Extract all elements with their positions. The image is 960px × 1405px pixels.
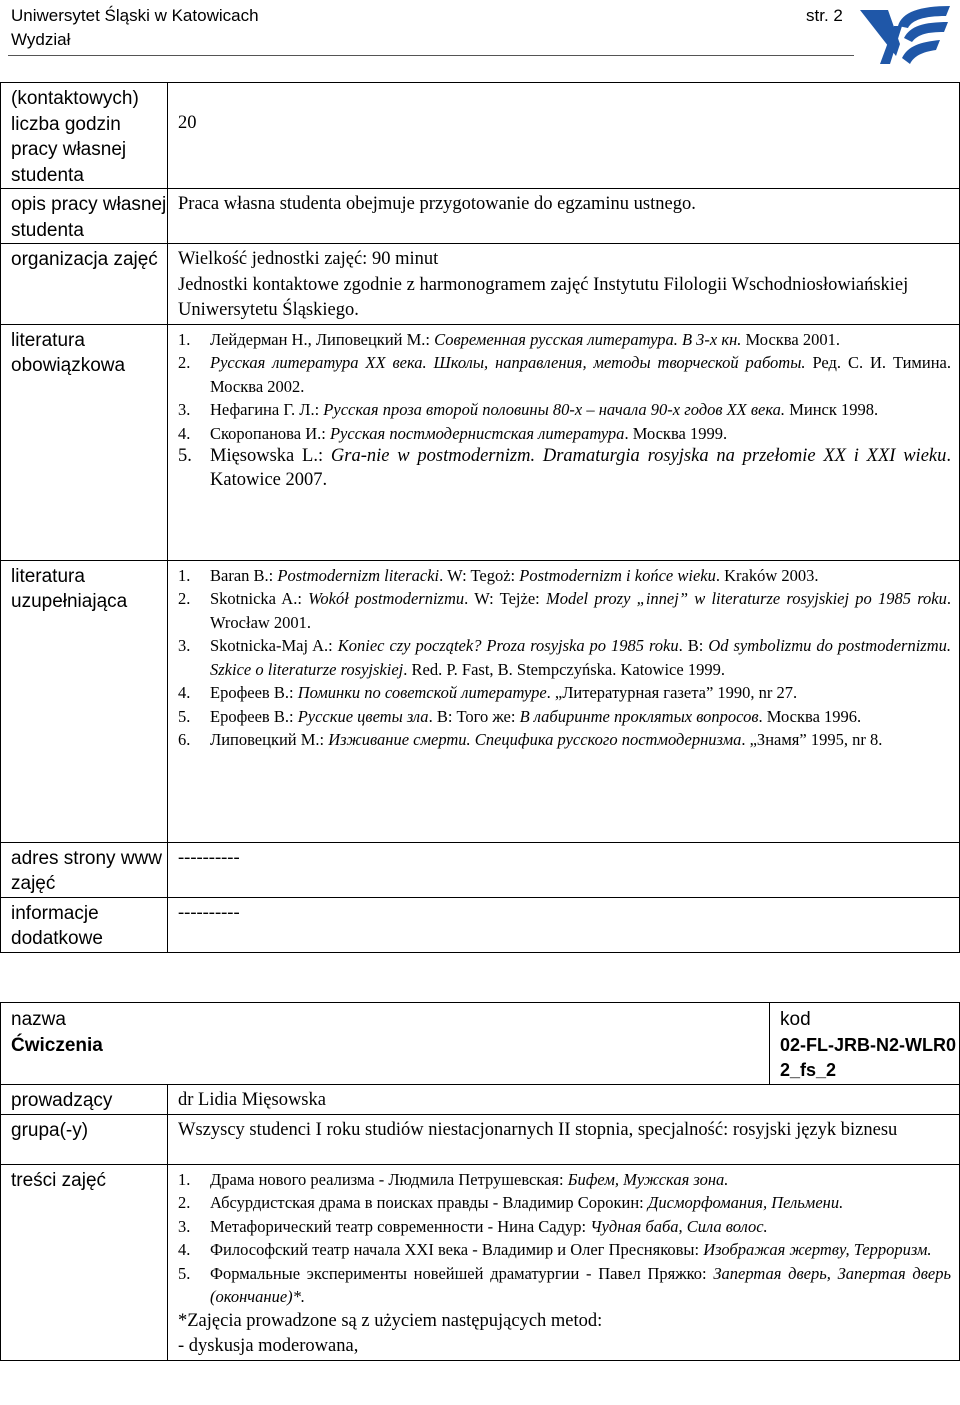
header-rule xyxy=(8,55,854,56)
group-row xyxy=(1,1114,960,1164)
name-label: nazwa xyxy=(11,1009,66,1030)
supplementary-lit-list xyxy=(178,564,951,752)
www-label: adres strony www zajęć xyxy=(1,842,168,897)
extra-info-row xyxy=(1,897,960,952)
list-item: 2. Skotnicka A.: Wokół postmodernizmu. W: Tejże: Model prozy „innej” w literaturze rosyjskiej po 1985 roku. Wrocław 2001. xyxy=(178,589,952,632)
list-item: 4. Скоропанова И.: Русская постмодернистская литература. Москва 1999. xyxy=(178,423,728,443)
class-details-table xyxy=(0,1002,960,1361)
list-item: 1. Лейдерман Н., Липовецкий М.: Современная русская литература. В 3-х кн. Москва 2001. xyxy=(178,329,840,349)
hours-value: 20 xyxy=(168,83,960,189)
name-code-row xyxy=(1,1003,960,1085)
supplementary-lit-label: literatura uzupełniająca xyxy=(1,560,168,842)
teacher-row xyxy=(1,1085,960,1115)
supplementary-lit-row xyxy=(1,560,960,842)
teacher-value: dr Lidia Mięsowska xyxy=(168,1085,960,1115)
method-item: - dyskusja moderowana, xyxy=(178,1336,359,1356)
list-item: 4. Ерофеев В.: Поминки по советской литературе. „Литературная газета” 1990, nr 27. xyxy=(178,683,798,702)
hours-label: (kontaktowych) liczba godzin pracy własnej studenta xyxy=(1,83,168,189)
page-number: str. 2 xyxy=(806,6,843,25)
work-desc-row xyxy=(1,189,960,244)
teacher-label: prowadzący xyxy=(1,1085,168,1115)
list-item: 1. Драма нового реализма - Людмила Петрушевская: Бифем, Мужская зона. xyxy=(178,1169,729,1189)
methods-note: *Zajęcia prowadzone są z użyciem następujących metod: xyxy=(178,1310,603,1331)
content-label: treści zajęć xyxy=(1,1164,168,1360)
org-line-2: Jednostki kontaktowe zgodnie z harmonogramem zajęć Instytutu Filologii Wschodniosłowiańskiej Uniwersytetu Śląskiego. xyxy=(178,274,909,320)
list-item: 4. Философский театр начала XXI века - Владимир и Олег Пресняковы: Изображая жертву, Терроризм. xyxy=(178,1240,932,1259)
group-label: grupa(-y) xyxy=(1,1114,168,1164)
mandatory-lit-label: literatura obowiązkowa xyxy=(1,324,168,560)
work-desc-value: Praca własna studenta obejmuje przygotowanie do egzaminu ustnego. xyxy=(168,189,960,244)
mandatory-lit-list xyxy=(178,328,951,493)
extra-info-label: informacje dodatkowe xyxy=(1,897,168,952)
list-item: 6. Липовецкий М.: Изживание смерти. Специфика русского постмодернизма. „Знамя” 1995, nr 8. xyxy=(178,730,883,749)
mandatory-lit-value xyxy=(168,324,960,560)
university-name: Uniwersytet Śląski w Katowicach xyxy=(11,6,259,25)
course-details-table xyxy=(0,82,960,953)
list-item: 3. Skotnicka-Maj A.: Koniec czy początek? Proza rosyjska po 1985 roku. B: Od symbolizmu do postmodernizmu. Szkice o literaturze rosyjskiej. Red. P. Fast, B. Stempczyńska. Katowice 1999. xyxy=(178,636,952,679)
supplementary-lit-value xyxy=(168,560,960,842)
list-item: 5. Ерофеев В.: Русские цветы зла. В: Того же: В лабиринте проклятых вопросов. Москва 1996. xyxy=(178,706,862,726)
code-cell xyxy=(770,1003,960,1085)
org-line-1: Wielkość jednostki zajęć: 90 minut xyxy=(178,249,439,269)
name-cell xyxy=(1,1003,770,1085)
www-value: ---------- xyxy=(168,842,960,897)
www-row xyxy=(1,842,960,897)
list-item: 3. Нефагина Г. Л.: Русская проза второй половины 80-х – начала 90-х годов XX века. Минск 1998. xyxy=(178,400,879,419)
group-value: Wszyscy studenci I roku studiów niestacjonarnych II stopnia, specjalność: rosyjski język biznesu xyxy=(168,1114,960,1164)
content-list xyxy=(178,1168,951,1309)
extra-info-value: ---------- xyxy=(168,897,960,952)
faculty-name: Wydział xyxy=(11,30,71,49)
content-value xyxy=(168,1164,960,1360)
content-row xyxy=(1,1164,960,1360)
list-item: 5. Формальные эксперименты новейшей драматургии - Павел Пряжко: Запертая дверь, Запертая дверь (окончание)*. xyxy=(178,1263,951,1306)
work-desc-label: opis pracy własnej studenta xyxy=(1,189,168,244)
hours-row xyxy=(1,83,960,189)
code-label: kod xyxy=(780,1009,811,1030)
list-item: 2. Русская литература XX века. Школы, направления, методы творческой работы. Ред. С. И. Тимина. Москва 2002. xyxy=(178,353,951,396)
code-value: 02-FL-JRB-N2-WLR02_fs_2 xyxy=(780,1034,957,1080)
mandatory-lit-row xyxy=(1,324,960,560)
org-label: organizacja zajęć xyxy=(1,244,168,325)
list-item: 2. Абсурдистская драма в поисках правды - Владимир Сорокин: Дисморфомания, Пельмени. xyxy=(178,1193,844,1212)
list-item: 5. Mięsowska L.: Gra-nie w postmodernizm. Dramaturgia rosyjska na przełomie XX i XXI wieku. Katowice 2007. xyxy=(178,446,951,490)
org-row xyxy=(1,244,960,325)
name-value: Ćwiczenia xyxy=(11,1034,103,1056)
university-logo xyxy=(858,4,954,66)
org-value xyxy=(168,244,960,325)
list-item: 1. Baran B.: Postmodernizm literacki. W: Tegoż: Postmodernizm i końce wieku. Kraków 2003. xyxy=(178,565,819,585)
list-item: 3. Метафорический театр современности - Нина Садур: Чудная баба, Сила волос. xyxy=(178,1216,768,1236)
